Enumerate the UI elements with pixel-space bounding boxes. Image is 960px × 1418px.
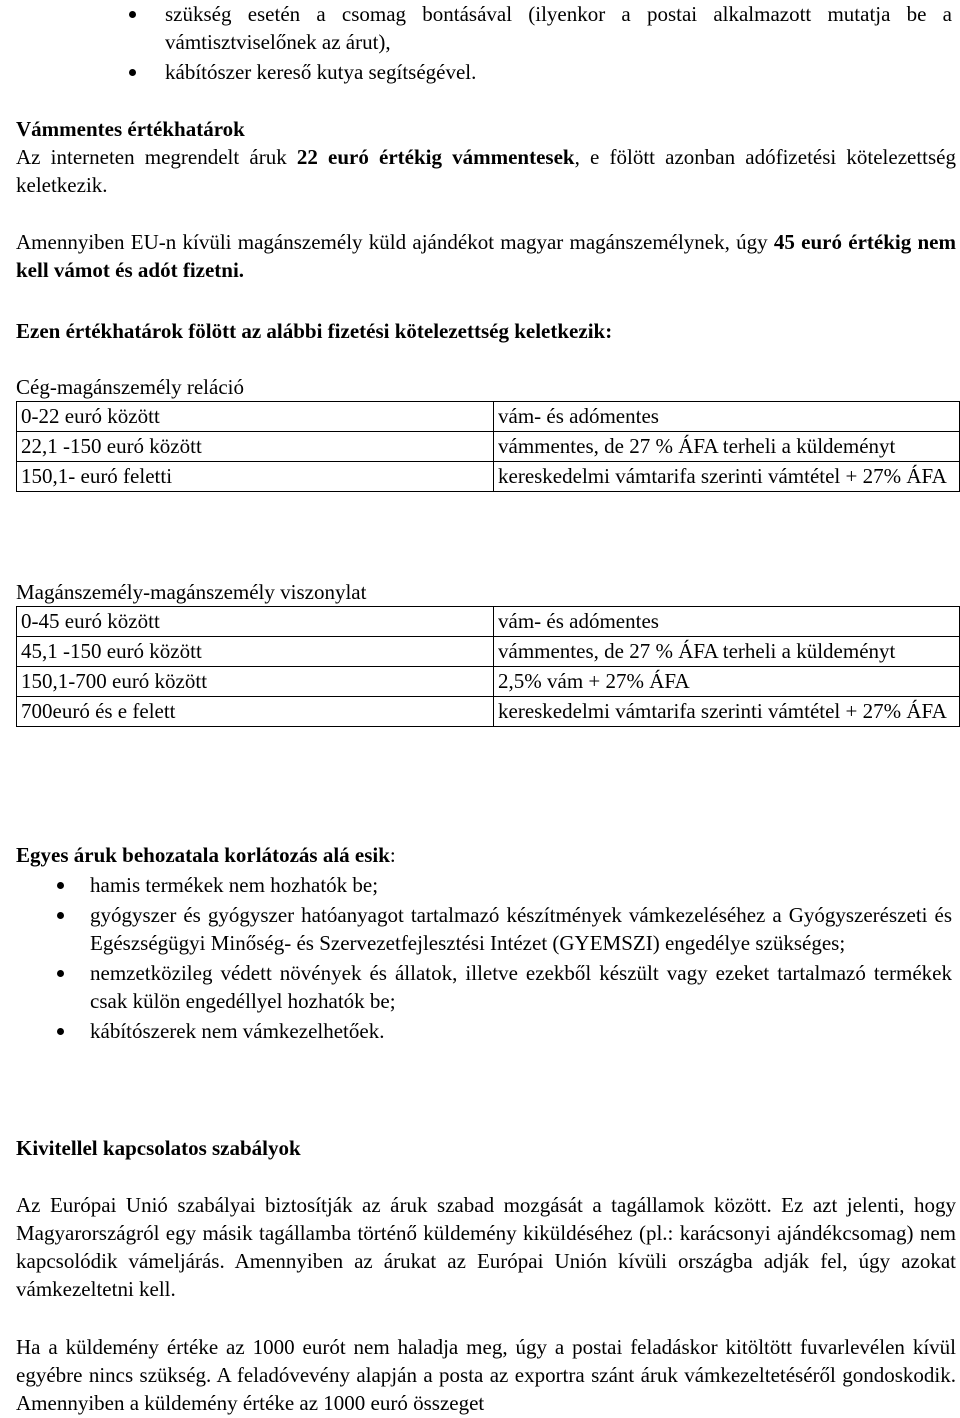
list-item: nemzetközileg védett növények és állatok, illetve ezekből készült vagy ezeket tartalmazó termékek csak külön engedéllyel hozhatók be;: [0, 959, 956, 1015]
list-item: kábítószerek nem vámkezelhetőek.: [0, 1017, 956, 1045]
list-item: kábítószer kereső kutya segítségével.: [0, 58, 956, 86]
restrictions-list: [0, 871, 956, 1045]
duty-free-section: [16, 115, 956, 199]
threshold-intro: Ezen értékhatárok fölött az alábbi fizetési kötelezettség keletkezik:: [16, 319, 613, 343]
list-item: hamis termékek nem hozhatók be;: [0, 871, 956, 899]
list-item: szükség esetén a csomag bontásával (ilyenkor a postai alkalmazott mutatja be a vámtisztviselőnek az árut),: [0, 0, 956, 56]
export-heading: Kivitellel kapcsolatos szabályok: [16, 1136, 301, 1160]
list-item: gyógyszer és gyógyszer hatóanyagot tartalmazó készítmények vámkezeléséhez a Gyógyszerészeti és Egészségügyi Minőség- és Szervezetfejlesztési Intézet (GYEMSZI) engedélye szükséges;: [0, 901, 956, 957]
bullet-icon: [129, 69, 136, 76]
gift-paragraph: Amennyiben EU-n kívüli magánszemély küld ajándékot magyar magánszemélynek, úgy 45 euró értékig nem kell vámot és adót fizetni.: [16, 230, 956, 282]
bullet-icon: [57, 912, 64, 919]
table-row: 0-22 euró között vám- és adómentes: [17, 402, 960, 432]
table-row: 45,1 -150 euró között vámmentes, de 27 % ÁFA terheli a küldeményt: [17, 637, 960, 667]
bullet-icon: [129, 11, 136, 18]
private-rate-table: [16, 606, 960, 727]
table-row: 150,1-700 euró között 2,5% vám + 27% ÁFA: [17, 667, 960, 697]
section-heading: Vámmentes értékhatárok: [16, 117, 245, 141]
top-bullet-list: [0, 0, 956, 86]
company-rate-table: [16, 401, 960, 492]
company-table-title: Cég-magánszemély reláció: [16, 375, 244, 399]
bullet-icon: [57, 970, 64, 977]
export-paragraph-2: Ha a küldemény értéke az 1000 eurót nem haladja meg, úgy a postai feladáskor kitöltött fuvarlevélen kívül egyébre nincs szükség. A feladóvevény alapján a posta az exportra szánt áruk vámkezeltetéséről gondoskodik. Amennyiben a küldemény értéke az 1000 euró összeget: [16, 1335, 956, 1415]
table-row: 0-45 euró között vám- és adómentes: [17, 607, 960, 637]
private-table-title: Magánszemély-magánszemély viszonylat: [16, 580, 367, 604]
export-paragraph-1: Az Európai Unió szabályai biztosítják az áruk szabad mozgását a tagállamok között. Ez azt jelenti, hogy Magyarországról egy másik tagállamba történő küldemény kiküldéséhez (pl.: karácsonyi ajándékcsomag) nem kapcsolódik vámeljárás. Amennyiben az árukat az Európai Unión kívüli országba adják fel, úgy azokat vámkezeltetni kell.: [16, 1193, 956, 1301]
table-row: 150,1- euró feletti kereskedelmi vámtarifa szerinti vámtétel + 27% ÁFA: [17, 462, 960, 492]
paragraph: Az interneten megrendelt áruk 22 euró értékig vámmentesek, e fölött azonban adófizetési kötelezettség keletkezik.: [16, 145, 956, 197]
table-row: 700euró és e felett kereskedelmi vámtarifa szerinti vámtétel + 27% ÁFA: [17, 697, 960, 727]
bullet-icon: [57, 882, 64, 889]
bullet-icon: [57, 1028, 64, 1035]
table-row: 22,1 -150 euró között vámmentes, de 27 % ÁFA terheli a küldeményt: [17, 432, 960, 462]
restrictions-heading: Egyes áruk behozatala korlátozás alá esik:: [16, 843, 396, 867]
